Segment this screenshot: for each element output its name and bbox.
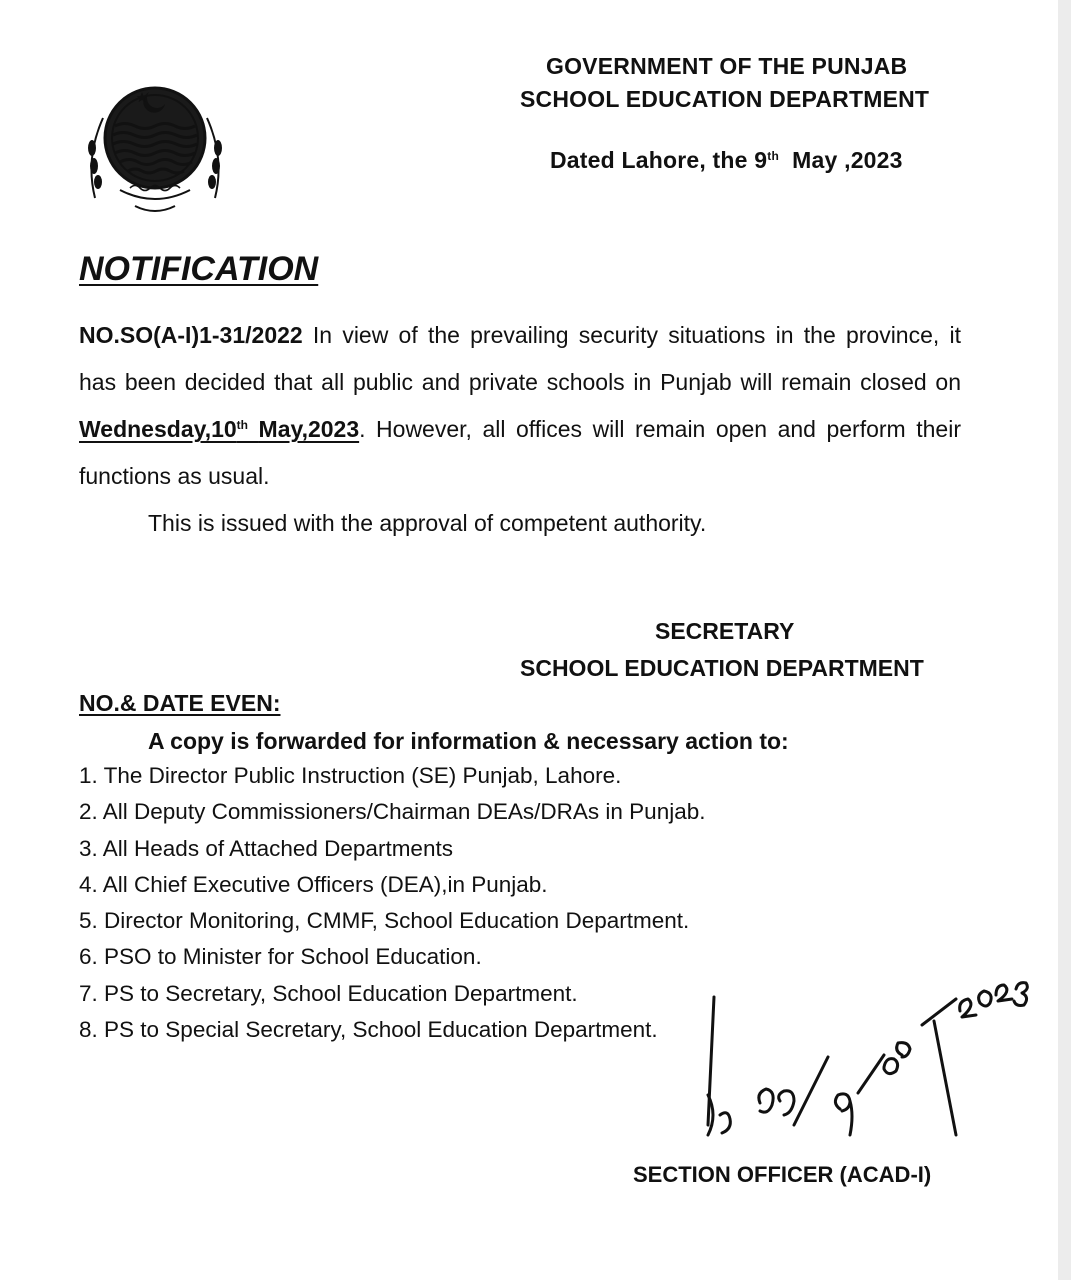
dated-superscript: th — [767, 149, 779, 163]
body-line-4: functions as usual. — [79, 463, 270, 489]
reference-number: NO.SO(A-I)1-31/2022 — [79, 322, 303, 348]
list-item: 1. The Director Public Instruction (SE) Punjab, Lahore. — [79, 763, 622, 788]
list-item: 7. PS to Secretary, School Education Department. — [79, 980, 578, 1006]
closure-date-suffix: May,2023 — [258, 416, 360, 442]
dated-prefix: Dated Lahore, the 9 — [550, 147, 768, 173]
list-item: 3. All Heads of Attached Departments — [79, 835, 453, 861]
closure-date — [79, 416, 359, 442]
handwritten-signature — [698, 975, 1038, 1175]
secretary-title: SECRETARY — [655, 618, 795, 644]
body-line-3 — [79, 416, 961, 443]
body-line-1 — [79, 322, 961, 349]
distribution-heading: NO.& DATE EVEN: — [79, 690, 281, 716]
dated-line — [550, 147, 903, 174]
government-name: GOVERNMENT OF THE PUNJAB — [546, 53, 908, 79]
department-name: SCHOOL EDUCATION DEPARTMENT — [520, 86, 930, 112]
closure-date-prefix: Wednesday,10 — [79, 416, 237, 442]
body-line-2: has been decided that all public and private schools in Punjab will remain closed on — [79, 369, 961, 395]
recipient-list — [79, 762, 705, 1052]
body-line-3-text: . However, all offices will remain open and perform their — [359, 416, 961, 442]
list-item: 8. PS to Special Secretary, School Education Department. — [79, 1017, 658, 1043]
list-item: 4. All Chief Executive Officers (DEA),in Punjab. — [79, 871, 548, 897]
notification-title: NOTIFICATION — [79, 250, 319, 288]
punjab-emblem-logo — [80, 78, 230, 218]
dated-suffix: May ,2023 — [792, 147, 903, 173]
list-item: 5. Director Monitoring, CMMF, School Education Department. — [79, 908, 690, 934]
approval-line: This is issued with the approval of competent authority. — [148, 510, 707, 536]
page-edge — [1058, 0, 1071, 1280]
list-item: 2. All Deputy Commissioners/Chairman DEAs/DRAs in Punjab. — [79, 799, 706, 825]
closure-date-superscript: th — [236, 418, 248, 432]
distribution-intro: A copy is forwarded for information & necessary action to: — [148, 728, 789, 754]
signatory-title: SECTION OFFICER (ACAD-I) — [633, 1162, 932, 1187]
list-item: 6. PSO to Minister for School Education. — [79, 944, 482, 970]
body-line-1-text: In view of the prevailing security situations in the province, it — [312, 322, 961, 348]
secretary-department: SCHOOL EDUCATION DEPARTMENT — [520, 655, 924, 681]
